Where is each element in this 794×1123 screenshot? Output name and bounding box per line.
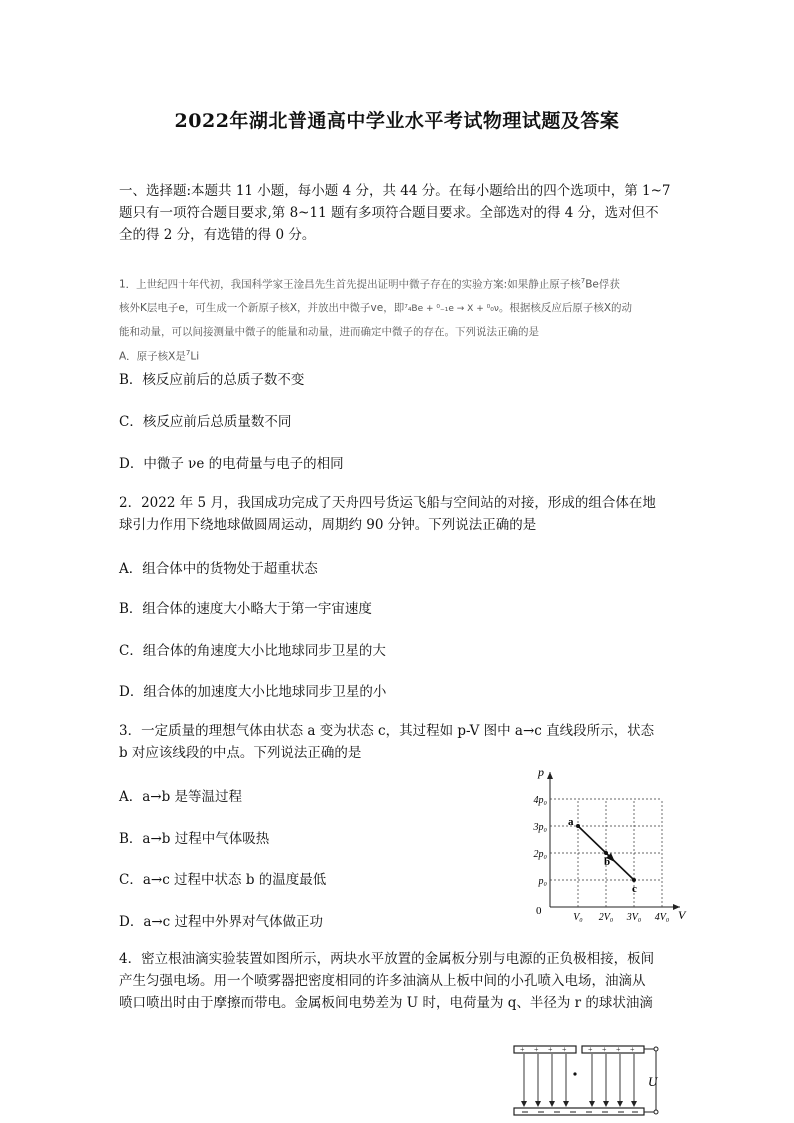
field-lines bbox=[524, 1054, 634, 1104]
q1-line-1 bbox=[119, 270, 679, 297]
svg-text:+: + bbox=[630, 1045, 635, 1054]
instructions-line-1: 一、选择题:本题共 11 小题，每小题 4 分，共 44 分。在每小题给出的四个选项中，第 1~7 bbox=[119, 183, 671, 199]
x-tick-label: 4V₀ bbox=[654, 912, 670, 922]
question-3-stem bbox=[119, 720, 679, 764]
svg-text:+: + bbox=[616, 1045, 621, 1054]
q3-line-2: b 对应该线段的中点。下列说法正确的是 bbox=[119, 745, 362, 761]
q2-option-a: A．组合体中的货物处于超重状态 bbox=[119, 561, 318, 577]
q1-line-1-text: 1．上世纪四十年代初，我国科学家王淦昌先生首先提出证明中微子存在的实验方案:如果静止原子核 bbox=[119, 278, 581, 291]
pv-graph bbox=[520, 762, 690, 922]
q1-line-2-end: 。根据核反应后原子核X的动 bbox=[498, 301, 633, 314]
q1-option-a-text: A．原子核X是 bbox=[119, 350, 186, 362]
question-2-stem bbox=[119, 492, 679, 536]
svg-text:+: + bbox=[588, 1045, 593, 1054]
q1-line-1-end: 俘获 bbox=[598, 278, 620, 291]
y-tick-label: 2p₀ bbox=[533, 849, 547, 860]
state-label-a: a bbox=[568, 816, 574, 828]
q3-line-1: 3．一定质量的理想气体由状态 a 变为状态 c，其过程如 p-V 图中 a→c 直线段所示，状态 bbox=[119, 723, 655, 739]
y-tick-labels bbox=[533, 795, 548, 887]
state-point-a bbox=[576, 824, 580, 828]
q3-option-a: A．a→b 是等温过程 bbox=[119, 789, 243, 805]
page-title: 2022年湖北普通高中学业水平考试物理试题及答案 bbox=[174, 110, 620, 132]
oil-drop bbox=[573, 1072, 576, 1075]
y-tick-label: 4p₀ bbox=[533, 795, 547, 806]
q1-option-b: B．核反应前后的总质子数不变 bbox=[119, 372, 305, 388]
section-instructions bbox=[119, 180, 679, 246]
v-axis-label: V bbox=[678, 908, 686, 922]
q2-line-1: 2．2022 年 5 月，我国成功完成了天舟四号货运飞船与空间站的对接，形成的组合体在地 bbox=[119, 495, 656, 511]
q2-line-2: 球引力作用下绕地球做圆周运动，周期约 90 分钟。下列说法正确的是 bbox=[119, 517, 537, 533]
svg-text:+: + bbox=[520, 1045, 525, 1054]
field-arrowheads bbox=[521, 1101, 637, 1107]
x-tick-label: 2V₀ bbox=[598, 912, 614, 922]
q4-line-2: 产生匀强电场。用一个喷雾器把密度相同的许多油滴从上板中间的小孔喷入电场，油滴从 bbox=[119, 973, 646, 989]
state-point-c bbox=[632, 878, 636, 882]
state-label-c: c bbox=[632, 883, 637, 895]
bottom-plate bbox=[514, 1108, 644, 1115]
plus-signs bbox=[520, 1045, 635, 1054]
q2-option-d: D．组合体的加速度大小比地球同步卫星的小 bbox=[119, 684, 387, 700]
x-tick-label: V₀ bbox=[573, 912, 583, 922]
q3-option-d: D．a→c 过程中外界对气体做正功 bbox=[119, 914, 324, 930]
instructions-line-3: 全的得 2 分，有选错的得 0 分。 bbox=[119, 227, 316, 243]
p-axis-label: p bbox=[538, 765, 544, 779]
state-label-b: b bbox=[604, 856, 611, 868]
q1-line-2 bbox=[119, 297, 679, 321]
li-symbol: Li bbox=[190, 350, 200, 362]
q1-option-a bbox=[119, 342, 679, 369]
q3-option-c: C．a→c 过程中状态 b 的温度最低 bbox=[119, 872, 327, 888]
be-symbol: Be bbox=[585, 278, 599, 291]
q2-option-b: B．组合体的速度大小略大于第一宇宙速度 bbox=[119, 601, 372, 617]
svg-text:+: + bbox=[534, 1045, 539, 1054]
q4-line-1: 4．密立根油滴实验装置如图所示，两块水平放置的金属板分别与电源的正负极相接，板间 bbox=[119, 951, 655, 967]
q4-line-3: 喷口喷出时由于摩擦而带电。金属板间电势差为 U 时，电荷量为 q、半径为 r 的球状油滴 bbox=[119, 995, 653, 1011]
q1-option-d: D．中微子 νe 的电荷量与电子的相同 bbox=[119, 456, 344, 472]
question-4-stem bbox=[119, 948, 679, 1014]
svg-text:+: + bbox=[562, 1045, 567, 1054]
y-tick-label: p₀ bbox=[538, 876, 547, 887]
x-tick-label: 3V₀ bbox=[626, 912, 642, 922]
y-tick-label: 3p₀ bbox=[533, 822, 547, 833]
q3-option-b: B．a→b 过程中气体吸热 bbox=[119, 831, 270, 847]
li-mass-number: 7 bbox=[185, 348, 191, 357]
q1-option-c: C．核反应前后总质量数不同 bbox=[119, 414, 292, 430]
x-tick-labels bbox=[573, 912, 670, 922]
terminal-top bbox=[654, 1047, 658, 1051]
instructions-line-2: 题只有一项符合题目要求,第 8~11 题有多项符合题目要求。全部选对的得 4 分，选对但不 bbox=[119, 205, 659, 221]
svg-text:+: + bbox=[602, 1045, 607, 1054]
reaction-equation: ⁷₄Be + ⁰₋₁e → X + ⁰₀ν bbox=[404, 303, 499, 314]
q1-line-3: 能和动量，可以间接测量中微子的能量和动量，进而确定中微子的存在。下列说法正确的是 bbox=[119, 325, 539, 338]
be-mass-number: 7 bbox=[580, 277, 586, 285]
terminal-bottom bbox=[654, 1110, 658, 1114]
svg-text:+: + bbox=[548, 1045, 553, 1054]
origin-label: 0 bbox=[536, 905, 542, 917]
millikan-apparatus bbox=[508, 1040, 668, 1120]
state-point-b bbox=[604, 851, 608, 855]
q1-line-2-text: 核外K层电子e，可生成一个新原子核X，并放出中微子ve，即 bbox=[119, 301, 405, 314]
state-points bbox=[568, 816, 637, 895]
p-axis-arrow bbox=[547, 772, 553, 779]
q2-option-c: C．组合体的角速度大小比地球同步卫星的大 bbox=[119, 643, 386, 659]
question-1-stem bbox=[119, 270, 679, 368]
voltage-label: U bbox=[648, 1074, 658, 1089]
